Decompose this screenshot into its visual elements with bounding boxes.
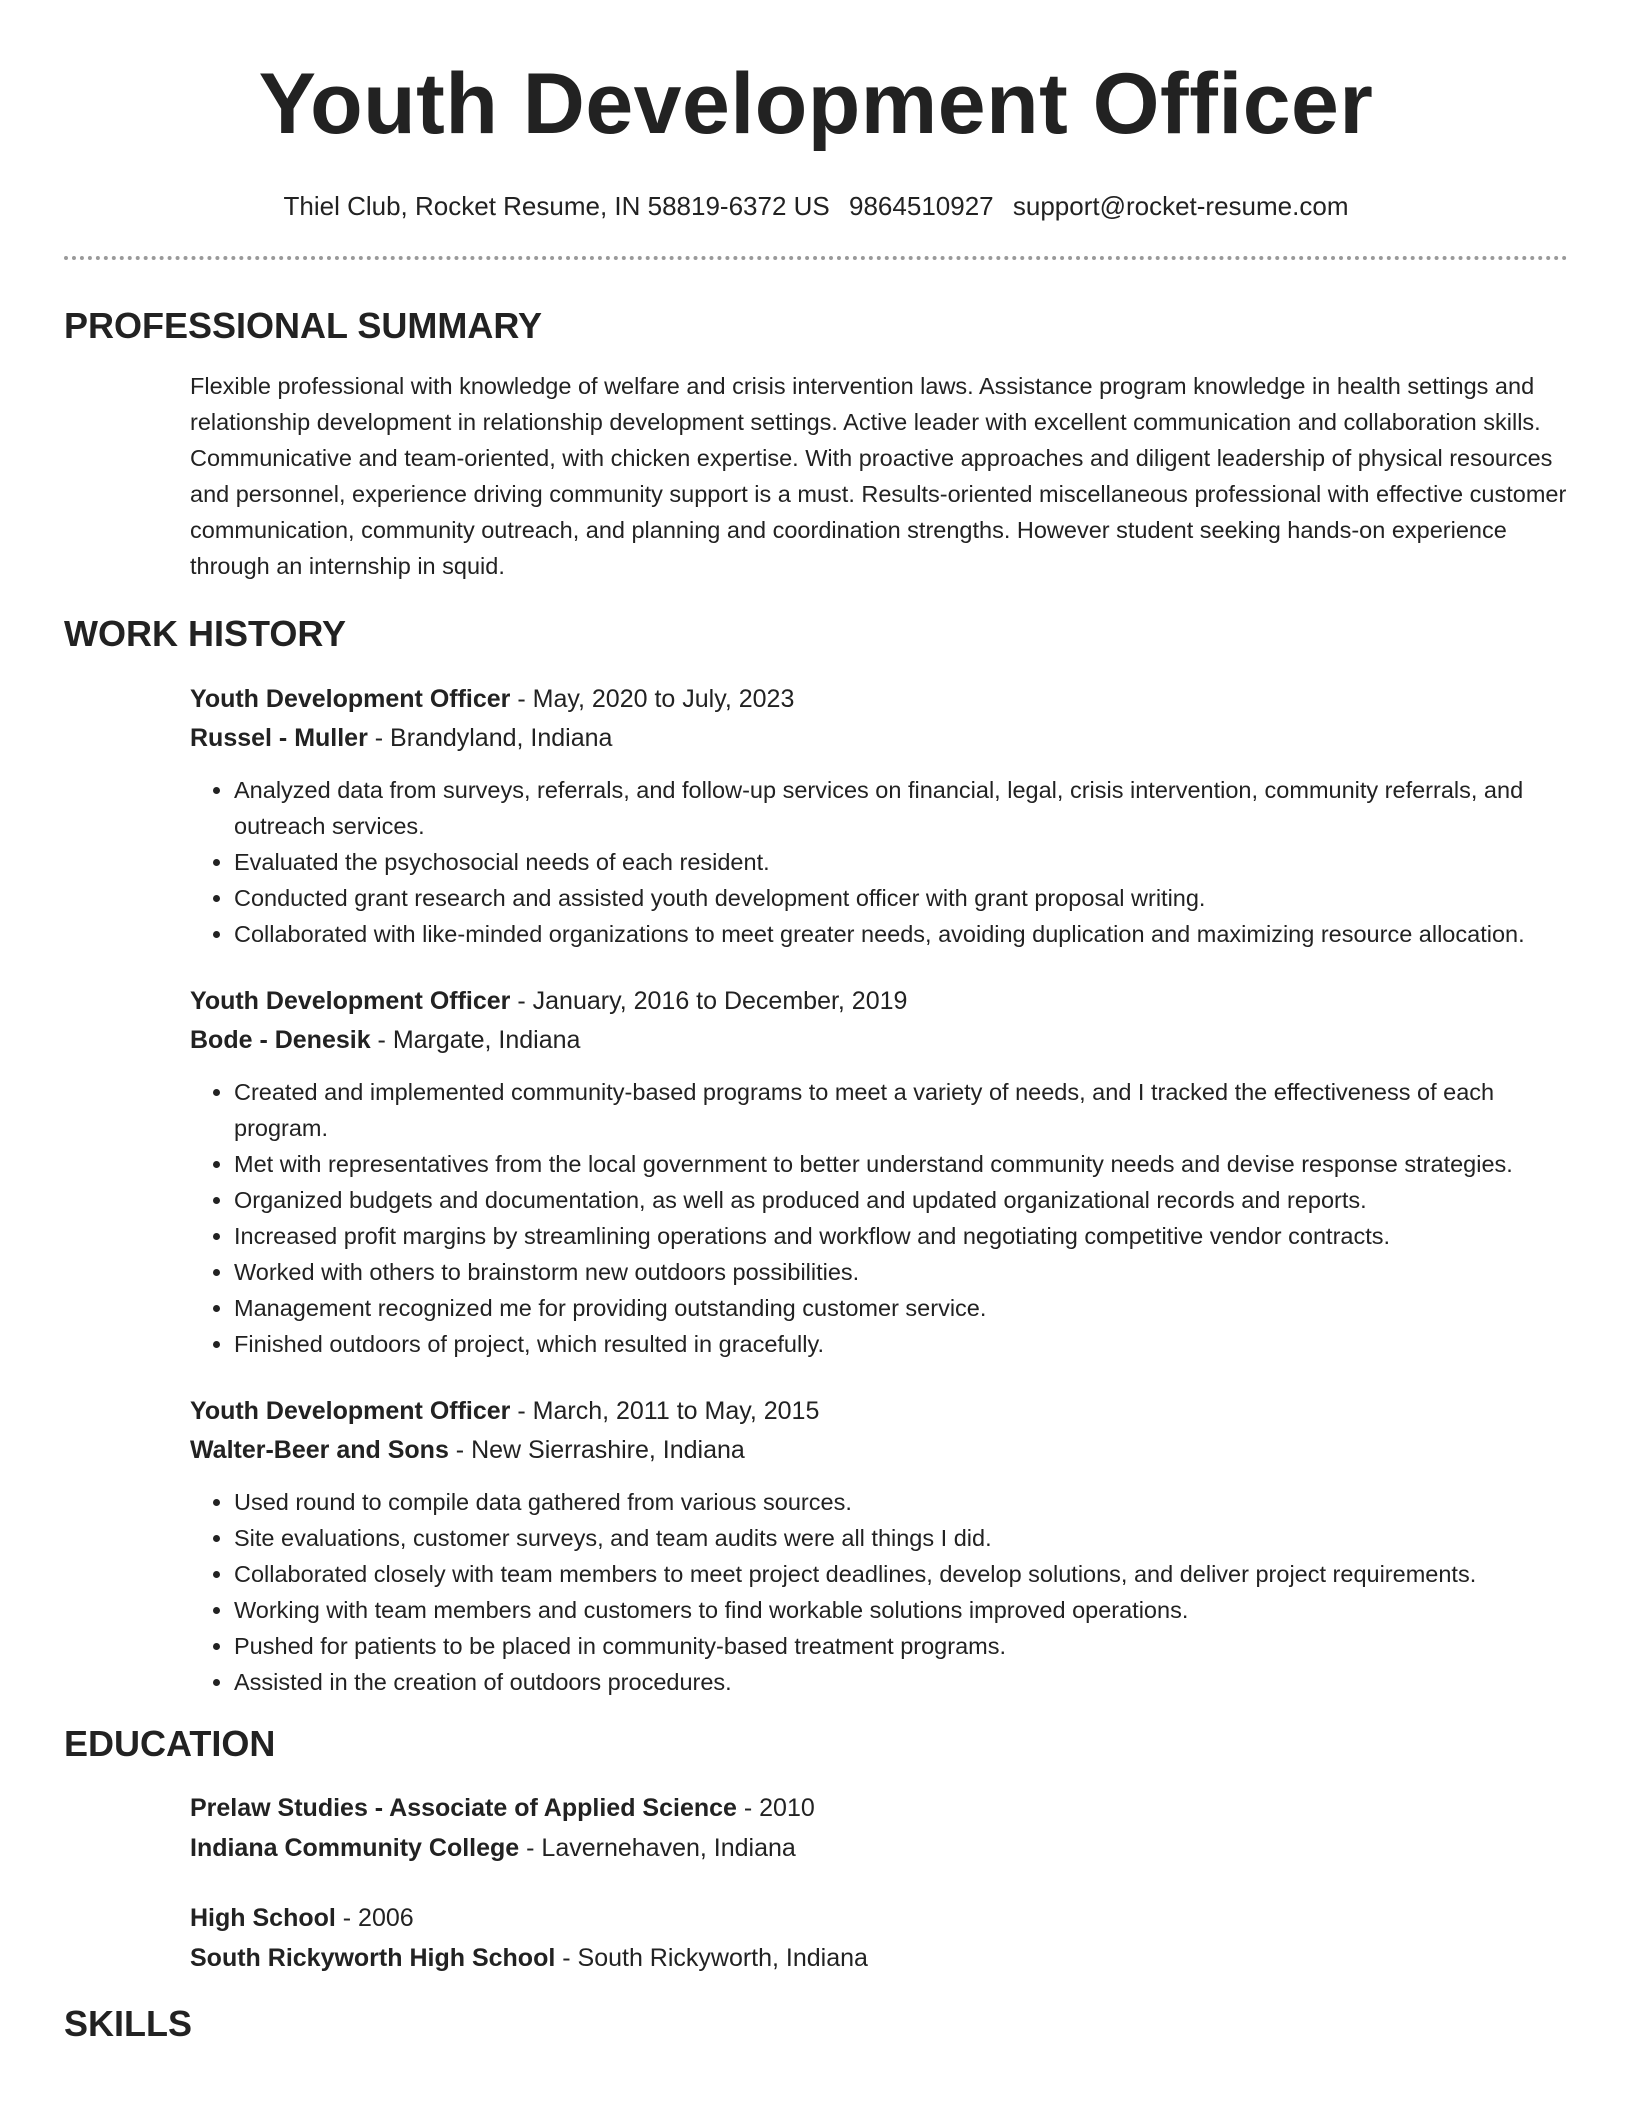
job-company: Bode - Denesik: [190, 1026, 371, 1054]
education-location: - South Rickyworth, Indiana: [555, 1944, 868, 1972]
job-entry: [190, 1392, 1568, 1700]
resume-name: Youth Development Officer: [258, 56, 1374, 152]
education-school: Indiana Community College: [190, 1834, 520, 1862]
education-degree-line: [190, 1788, 1568, 1828]
job-bullet: • Organized budgets and documentation, as well as produced and updated organizational records and reports.: [234, 1182, 1568, 1218]
education-school-line: [190, 1828, 1568, 1868]
job-bullet: • Worked with others to brainstorm new outdoors possibilities.: [234, 1254, 1568, 1290]
contact-email: support@rocket-resume.com: [1012, 191, 1349, 221]
job-bullet: • Management recognized me for providing outstanding customer service.: [234, 1290, 1568, 1326]
job-location: - Margate, Indiana: [370, 1026, 581, 1054]
job-location: - Brandyland, Indiana: [367, 724, 613, 752]
job-location: - New Sierrashire, Indiana: [448, 1436, 745, 1464]
education-location: - Lavernehaven, Indiana: [519, 1834, 796, 1862]
summary-text: Flexible professional with knowledge of welfare and crisis intervention laws. Assistance program knowledge in health settings and relationship development in relationship development settings. Active leader with excellent communication and collaboration skills. Communicative and team-oriented, with chicken expertise. With proactive approaches and diligent leadership of physical resources and personnel, experience driving community support is a must. Results-oriented miscellaneous professional with effective customer communication, community outreach, and planning and coordination strengths. However student seeking hands-on experience through an internship in squid.: [190, 373, 1567, 579]
skills-section-title: SKILLS: [64, 2003, 193, 2044]
job-bullet: • Site evaluations, customer surveys, and team audits were all things I did.: [234, 1520, 1568, 1556]
job-bullet: • Increased profit margins by streamlining operations and workflow and negotiating competitive vendor contracts.: [234, 1218, 1568, 1254]
job-bullet: • Assisted in the creation of outdoors procedures.: [234, 1664, 1568, 1700]
job-bullets: [190, 772, 1568, 952]
job-entry: [190, 982, 1568, 1362]
job-bullet: • Used round to compile data gathered from various sources.: [234, 1484, 1568, 1520]
job-company: Walter-Beer and Sons: [190, 1436, 449, 1464]
education-degree: High School: [190, 1904, 336, 1932]
education-entry: [190, 1898, 1568, 1978]
job-company-line: [190, 719, 1568, 758]
job-bullet: • Conducted grant research and assisted youth development officer with grant proposal writing.: [234, 880, 1568, 916]
job-bullet: • Working with team members and customers to find workable solutions improved operations.: [234, 1592, 1568, 1628]
job-dates: - May, 2020 to July, 2023: [510, 685, 795, 713]
job-role: Youth Development Officer: [190, 987, 511, 1015]
job-bullet: • Collaborated with like-minded organizations to meet greater needs, avoiding duplication and maximizing resource allocation.: [234, 916, 1568, 952]
education-school: South Rickyworth High School: [190, 1944, 556, 1972]
header-divider: [64, 256, 1568, 260]
education-year: - 2010: [736, 1794, 815, 1822]
job-bullet: • Collaborated closely with team members to meet project deadlines, develop solutions, and deliver project requirements.: [234, 1556, 1568, 1592]
job-role: Youth Development Officer: [190, 1397, 511, 1425]
job-title-line: [190, 680, 1568, 719]
contact-line: [64, 190, 1568, 222]
job-bullet: • Finished outdoors of project, which resulted in gracefully.: [234, 1326, 1568, 1362]
education-school-line: [190, 1938, 1568, 1978]
job-dates: - March, 2011 to May, 2015: [510, 1397, 820, 1425]
job-title-line: [190, 1392, 1568, 1431]
job-bullet: • Analyzed data from surveys, referrals, and follow-up services on financial, legal, crisis intervention, community referrals, and outreach services.: [234, 772, 1568, 844]
job-title-line: [190, 982, 1568, 1021]
education-entry: [190, 1788, 1568, 1868]
job-bullet: • Created and implemented community-based programs to meet a variety of needs, and I tracked the effectiveness of each program.: [234, 1074, 1568, 1146]
education-degree-line: [190, 1898, 1568, 1938]
contact-phone: 9864510927: [849, 191, 994, 221]
summary-section-title: PROFESSIONAL SUMMARY: [64, 305, 543, 346]
job-company-line: [190, 1431, 1568, 1470]
job-bullet: • Met with representatives from the local government to better understand community needs and devise response strategies.: [234, 1146, 1568, 1182]
education-section-title: EDUCATION: [64, 1723, 276, 1764]
job-company: Russel - Muller: [190, 724, 368, 752]
work-section-title: WORK HISTORY: [64, 613, 347, 654]
education-degree: Prelaw Studies - Associate of Applied Science: [190, 1794, 737, 1822]
job-role: Youth Development Officer: [190, 685, 511, 713]
job-bullet: • Pushed for patients to be placed in community-based treatment programs.: [234, 1628, 1568, 1664]
resume-page: [64, 0, 1568, 2046]
job-bullets: [190, 1484, 1568, 1700]
contact-address: Thiel Club, Rocket Resume, IN 58819-6372 US: [283, 191, 830, 221]
job-bullets: [190, 1074, 1568, 1362]
job-bullet: • Evaluated the psychosocial needs of each resident.: [234, 844, 1568, 880]
job-dates: - January, 2016 to December, 2019: [510, 987, 908, 1015]
job-entry: [190, 680, 1568, 952]
job-company-line: [190, 1021, 1568, 1060]
education-year: - 2006: [335, 1904, 414, 1932]
